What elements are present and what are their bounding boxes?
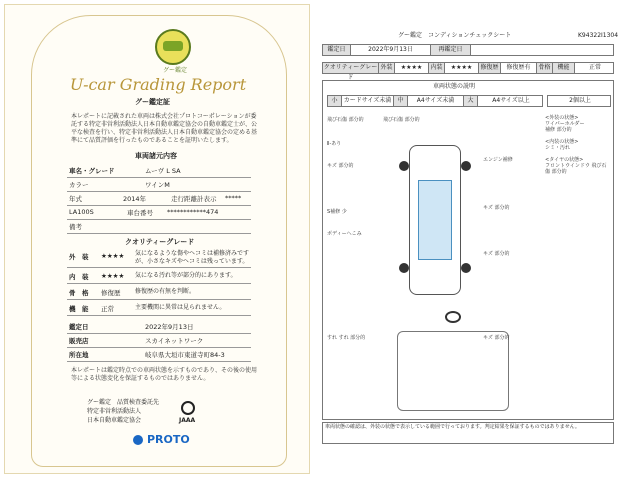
grade-frame: 骨 格 修復歴 修復歴の有無を判断。 [67, 285, 251, 300]
wheel-front-right-icon [461, 161, 471, 171]
intro-paragraph: 本レポートに記載された車両は株式会社プロトコーポレーションが委託する特定非営利活動法人日本自動車鑑定協会の自動車鑑定士が、公平な検査を行い、特定非営利活動法人日本自動車鑑定協会の定める基準にて品質評価を行ったものであることを証明いたします。 [71, 113, 258, 144]
label-8: キズ 部分的 [483, 251, 510, 257]
side-notes: <外装の状態> ワイパーホルダー 補修 部分的 <内装の状態> シミ・汚れ <タイヤの状態> フロントウインドウ 飛び石傷 部分的 [545, 115, 607, 175]
proto-label: PROTO [147, 433, 190, 446]
row-color: カラー ワインM [67, 177, 251, 192]
date-row: 鑑定日 2022年9月13日 再鑑定日 [322, 44, 614, 56]
quality-row: クオリティーグレード 外装 ★★★★ 内装 ★★★★ 修復歴 修復歴有 骨格 機能 正常 [322, 62, 614, 74]
label-6: エンジン補修 [483, 157, 513, 163]
label-3: キズ 部分的 [327, 163, 354, 169]
grade-interior: 内 装 ★★★★ 気になる汚れ等が部分的にあります。 [67, 269, 251, 284]
label-4: S補修 少 [327, 209, 347, 215]
row-year: 年式 2014年 走行距離計表示 ***** [67, 191, 251, 206]
quality-title: クオリティーグレード [125, 238, 195, 246]
car-interior-outline [397, 331, 509, 411]
label-9: すれ すれ 部分的 [327, 335, 366, 341]
sheet-code: K94322I1304 [578, 32, 619, 39]
row-address: 所在地 岐阜県大垣市東道寺町84-3 [67, 347, 251, 362]
steering-wheel-icon [445, 311, 461, 323]
report-title: U-car Grading Report [69, 75, 247, 94]
label-7: キズ 部分的 [483, 205, 510, 211]
wheel-rear-left-icon [399, 263, 409, 273]
row-shop: 販売店 スカイネットワーク [67, 333, 251, 348]
vehicle-state-diagram [322, 80, 614, 420]
label-1: 飛び石傷 部分的 [383, 117, 420, 123]
org-line-3: 日本自動車鑑定協会 [87, 417, 142, 424]
label-0: 飛び石傷 部分的 [327, 117, 364, 123]
grading-report-panel [4, 4, 310, 474]
label-2: Ⅱ-あり [327, 141, 342, 147]
footnote: 本レポートは鑑定時点での車両状態を示すものであり、その後の使用等による状態変化を保証するものではありません。 [71, 367, 258, 382]
size-legend: 小 カードサイズ未満 中 A4サイズ未満 大 A4サイズ以上 [327, 95, 543, 107]
wheel-front-left-icon [399, 161, 409, 171]
wheel-rear-right-icon [461, 263, 471, 273]
state-title: 車両状態の説明 [433, 83, 476, 90]
car-body-outline [409, 145, 461, 295]
org-line-1: グー鑑定 品質検査委託先 [87, 399, 160, 406]
row-type: LA100S 車台番号 ************474 [67, 205, 251, 220]
row-date: 鑑定日 2022年9月13日 [67, 319, 251, 334]
org-line-2: 特定非営利活動法人 [87, 408, 142, 415]
badge-label: グー鑑定 [162, 67, 187, 74]
section-title: 車両諸元内容 [135, 152, 177, 160]
count-legend: 2個以上 [547, 95, 611, 107]
bottom-note: 車両状態の確認は、外装の状態で表示している範囲で行っております。判定結果を保証するものではありません。 [322, 422, 614, 444]
row-remarks: 備考 [67, 219, 251, 234]
grade-function: 機 能 正常 主要機関に異常は見られません。 [67, 301, 251, 316]
proto-logo-icon [133, 435, 143, 445]
label-5: ボディーへこみ [327, 231, 362, 237]
jaaa-logo-icon [181, 401, 195, 415]
row-model: 車名・グレード ムーヴ L SA [67, 163, 251, 178]
jaaa-label: JAAA [179, 417, 196, 424]
goo-badge-icon [155, 29, 191, 65]
sheet-title: グー鑑定 コンディションチェックシート [398, 32, 512, 39]
report-subtitle: グー鑑定証 [135, 98, 170, 106]
label-10: キズ 部分的 [483, 335, 510, 341]
grade-exterior: 外 装 ★★★★ 気になるような傷やヘコミは補修済みですが、小さなキズやヘコミは残っています。 [67, 249, 251, 268]
